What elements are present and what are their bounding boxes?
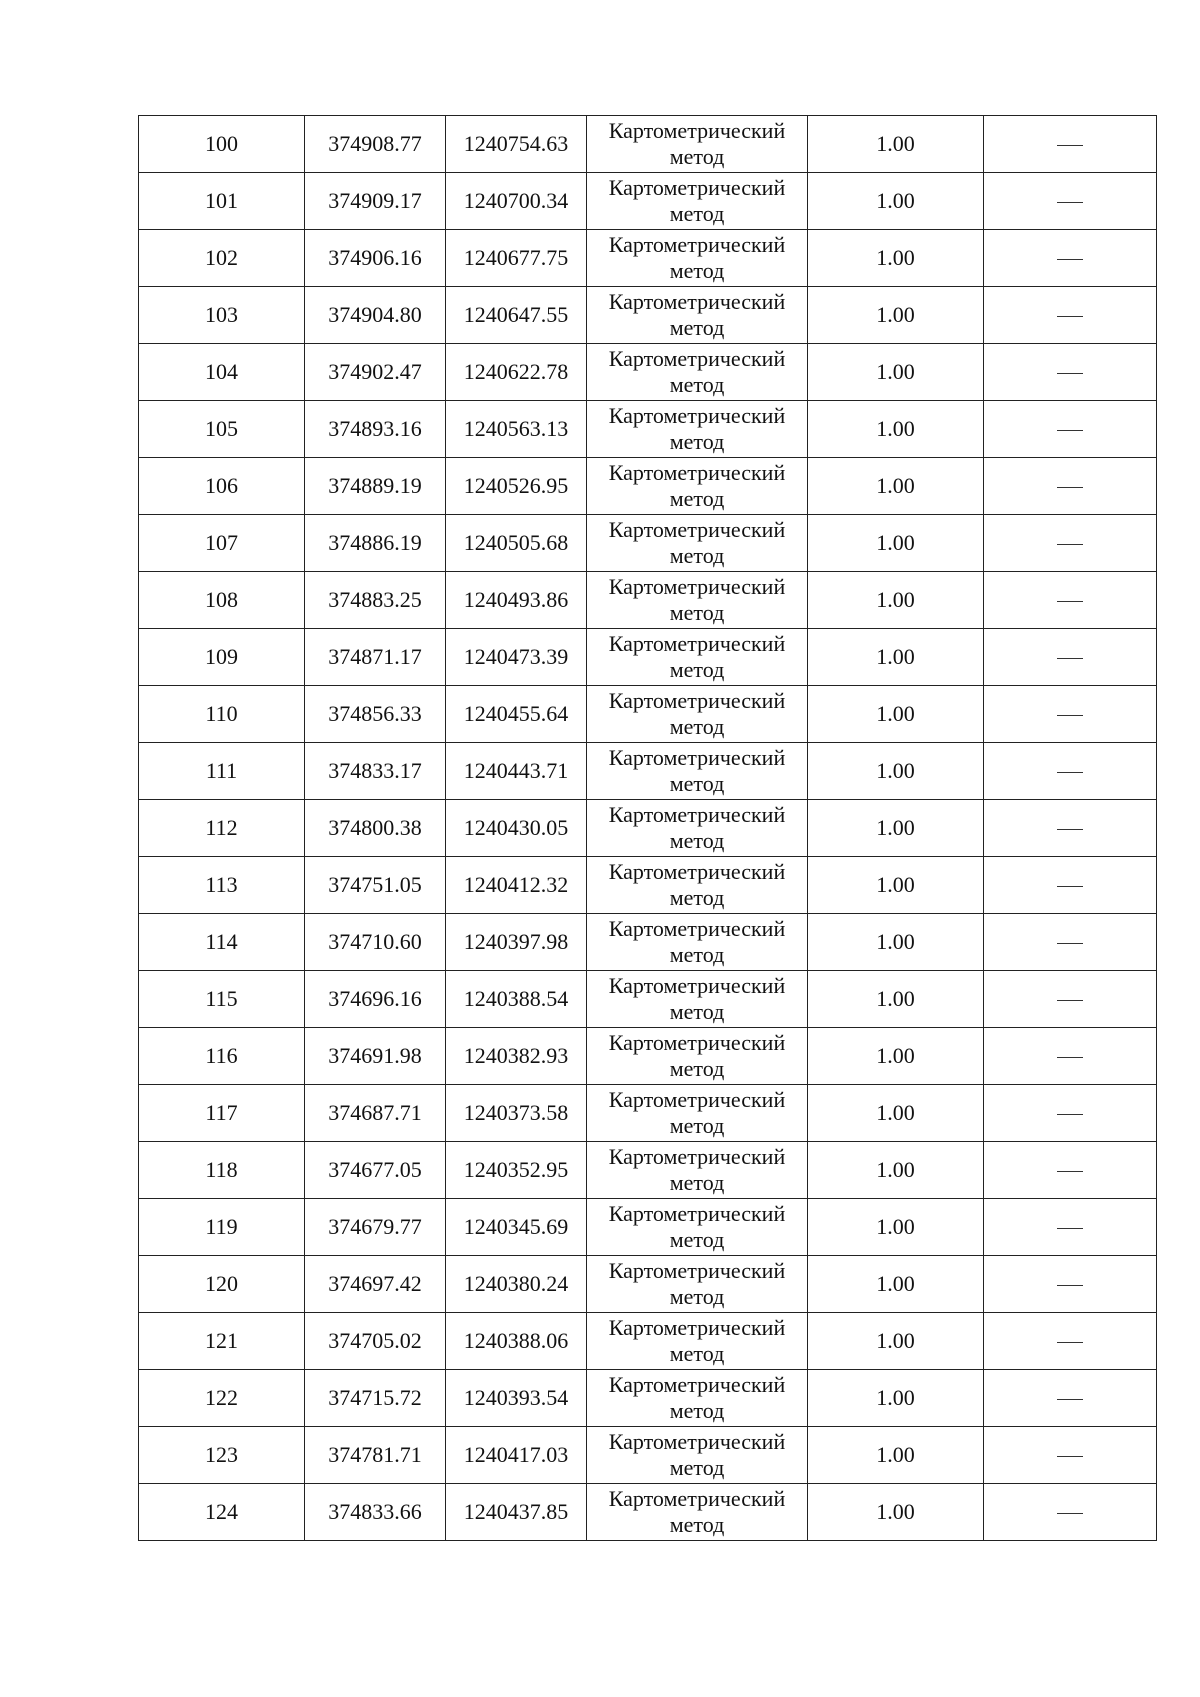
method-cell bbox=[587, 914, 808, 971]
method-cell bbox=[587, 458, 808, 515]
accuracy-cell: 1.00 bbox=[808, 515, 984, 572]
x-coordinate-cell: 374677.05 bbox=[305, 1142, 446, 1199]
y-coordinate-cell: 1240526.95 bbox=[446, 458, 587, 515]
dash-mark bbox=[1057, 1342, 1083, 1343]
accuracy-cell: 1.00 bbox=[808, 857, 984, 914]
note-cell bbox=[984, 1370, 1157, 1427]
y-coordinate-cell: 1240430.05 bbox=[446, 800, 587, 857]
accuracy-cell: 1.00 bbox=[808, 230, 984, 287]
y-coordinate-cell: 1240700.34 bbox=[446, 173, 587, 230]
method-text-line: метод bbox=[669, 885, 725, 910]
accuracy-cell: 1.00 bbox=[808, 629, 984, 686]
method-text-line: метод bbox=[669, 543, 725, 568]
note-cell bbox=[984, 1484, 1157, 1541]
point-number-cell: 102 bbox=[139, 230, 305, 287]
table-row bbox=[139, 572, 1157, 629]
method-text-line: метод bbox=[669, 942, 725, 967]
method-text-line: Картометрический bbox=[608, 631, 786, 656]
table-row bbox=[139, 743, 1157, 800]
table-row bbox=[139, 1199, 1157, 1256]
method-text-line: метод bbox=[669, 600, 725, 625]
point-number-cell: 112 bbox=[139, 800, 305, 857]
method-text-line: Картометрический bbox=[608, 916, 786, 941]
point-number-cell: 123 bbox=[139, 1427, 305, 1484]
point-number-cell: 111 bbox=[139, 743, 305, 800]
note-cell bbox=[984, 1199, 1157, 1256]
point-number-cell: 118 bbox=[139, 1142, 305, 1199]
method-cell bbox=[587, 515, 808, 572]
accuracy-cell: 1.00 bbox=[808, 1256, 984, 1313]
note-cell bbox=[984, 629, 1157, 686]
point-number-cell: 122 bbox=[139, 1370, 305, 1427]
x-coordinate-cell: 374687.71 bbox=[305, 1085, 446, 1142]
method-cell bbox=[587, 857, 808, 914]
method-text-line: метод bbox=[669, 429, 725, 454]
point-number-cell: 114 bbox=[139, 914, 305, 971]
method-cell bbox=[587, 1199, 808, 1256]
x-coordinate-cell: 374909.17 bbox=[305, 173, 446, 230]
method-text-line: метод bbox=[669, 486, 725, 511]
method-text-line: Картометрический bbox=[608, 859, 786, 884]
method-cell bbox=[587, 1142, 808, 1199]
method-text-line: Картометрический bbox=[608, 1144, 786, 1169]
x-coordinate-cell: 374833.17 bbox=[305, 743, 446, 800]
table-row bbox=[139, 515, 1157, 572]
dash-mark bbox=[1057, 1114, 1083, 1115]
dash-mark bbox=[1057, 1057, 1083, 1058]
method-text-line: метод bbox=[669, 771, 725, 796]
y-coordinate-cell: 1240647.55 bbox=[446, 287, 587, 344]
dash-mark bbox=[1057, 829, 1083, 830]
point-number-cell: 116 bbox=[139, 1028, 305, 1085]
method-text-line: метод bbox=[669, 999, 725, 1024]
x-coordinate-cell: 374705.02 bbox=[305, 1313, 446, 1370]
method-text-line: Картометрический bbox=[608, 1372, 786, 1397]
point-number-cell: 109 bbox=[139, 629, 305, 686]
method-text-line: Картометрический bbox=[608, 745, 786, 770]
table-row bbox=[139, 914, 1157, 971]
accuracy-cell: 1.00 bbox=[808, 971, 984, 1028]
accuracy-cell: 1.00 bbox=[808, 914, 984, 971]
method-text-line: Картометрический bbox=[608, 289, 786, 314]
method-cell bbox=[587, 1484, 808, 1541]
method-text-line: метод bbox=[669, 144, 725, 169]
dash-mark bbox=[1057, 145, 1083, 146]
method-text-line: Картометрический bbox=[608, 973, 786, 998]
coordinates-table-body bbox=[139, 116, 1157, 1541]
table-row bbox=[139, 686, 1157, 743]
table-row bbox=[139, 971, 1157, 1028]
method-text-line: Картометрический bbox=[608, 1258, 786, 1283]
note-cell bbox=[984, 230, 1157, 287]
method-text-line: метод bbox=[669, 1113, 725, 1138]
note-cell bbox=[984, 800, 1157, 857]
method-cell bbox=[587, 287, 808, 344]
note-cell bbox=[984, 1142, 1157, 1199]
x-coordinate-cell: 374781.71 bbox=[305, 1427, 446, 1484]
note-cell bbox=[984, 458, 1157, 515]
point-number-cell: 121 bbox=[139, 1313, 305, 1370]
dash-mark bbox=[1057, 772, 1083, 773]
method-text-line: метод bbox=[669, 657, 725, 682]
accuracy-cell: 1.00 bbox=[808, 1028, 984, 1085]
method-cell bbox=[587, 1085, 808, 1142]
method-text-line: Картометрический bbox=[608, 118, 786, 143]
dash-mark bbox=[1057, 1000, 1083, 1001]
method-text-line: Картометрический bbox=[608, 346, 786, 371]
note-cell bbox=[984, 857, 1157, 914]
dash-mark bbox=[1057, 1399, 1083, 1400]
dash-mark bbox=[1057, 373, 1083, 374]
x-coordinate-cell: 374886.19 bbox=[305, 515, 446, 572]
note-cell bbox=[984, 287, 1157, 344]
method-text-line: Картометрический bbox=[608, 403, 786, 428]
accuracy-cell: 1.00 bbox=[808, 458, 984, 515]
method-cell bbox=[587, 800, 808, 857]
method-cell bbox=[587, 743, 808, 800]
dash-mark bbox=[1057, 259, 1083, 260]
y-coordinate-cell: 1240412.32 bbox=[446, 857, 587, 914]
method-text-line: метод bbox=[669, 258, 725, 283]
accuracy-cell: 1.00 bbox=[808, 572, 984, 629]
x-coordinate-cell: 374883.25 bbox=[305, 572, 446, 629]
note-cell bbox=[984, 971, 1157, 1028]
dash-mark bbox=[1057, 1513, 1083, 1514]
y-coordinate-cell: 1240622.78 bbox=[446, 344, 587, 401]
dash-mark bbox=[1057, 430, 1083, 431]
method-cell bbox=[587, 1427, 808, 1484]
method-text-line: метод bbox=[669, 1341, 725, 1366]
y-coordinate-cell: 1240373.58 bbox=[446, 1085, 587, 1142]
method-text-line: метод bbox=[669, 1512, 725, 1537]
table-row bbox=[139, 1370, 1157, 1427]
x-coordinate-cell: 374889.19 bbox=[305, 458, 446, 515]
note-cell bbox=[984, 173, 1157, 230]
x-coordinate-cell: 374679.77 bbox=[305, 1199, 446, 1256]
note-cell bbox=[984, 1085, 1157, 1142]
method-text-line: Картометрический bbox=[608, 1201, 786, 1226]
method-text-line: Картометрический bbox=[608, 1030, 786, 1055]
table-row bbox=[139, 1256, 1157, 1313]
method-cell bbox=[587, 1256, 808, 1313]
note-cell bbox=[984, 344, 1157, 401]
note-cell bbox=[984, 1313, 1157, 1370]
accuracy-cell: 1.00 bbox=[808, 800, 984, 857]
accuracy-cell: 1.00 bbox=[808, 686, 984, 743]
method-text-line: метод bbox=[669, 828, 725, 853]
x-coordinate-cell: 374697.42 bbox=[305, 1256, 446, 1313]
note-cell bbox=[984, 572, 1157, 629]
note-cell bbox=[984, 1256, 1157, 1313]
note-cell bbox=[984, 1028, 1157, 1085]
y-coordinate-cell: 1240388.06 bbox=[446, 1313, 587, 1370]
note-cell bbox=[984, 401, 1157, 458]
x-coordinate-cell: 374691.98 bbox=[305, 1028, 446, 1085]
y-coordinate-cell: 1240388.54 bbox=[446, 971, 587, 1028]
y-coordinate-cell: 1240754.63 bbox=[446, 116, 587, 173]
table-row bbox=[139, 800, 1157, 857]
accuracy-cell: 1.00 bbox=[808, 401, 984, 458]
point-number-cell: 124 bbox=[139, 1484, 305, 1541]
x-coordinate-cell: 374800.38 bbox=[305, 800, 446, 857]
accuracy-cell: 1.00 bbox=[808, 1142, 984, 1199]
accuracy-cell: 1.00 bbox=[808, 1484, 984, 1541]
method-text-line: метод bbox=[669, 1455, 725, 1480]
y-coordinate-cell: 1240437.85 bbox=[446, 1484, 587, 1541]
method-cell bbox=[587, 1370, 808, 1427]
dash-mark bbox=[1057, 715, 1083, 716]
accuracy-cell: 1.00 bbox=[808, 173, 984, 230]
x-coordinate-cell: 374710.60 bbox=[305, 914, 446, 971]
method-text-line: Картометрический bbox=[608, 802, 786, 827]
note-cell bbox=[984, 1427, 1157, 1484]
point-number-cell: 107 bbox=[139, 515, 305, 572]
y-coordinate-cell: 1240493.86 bbox=[446, 572, 587, 629]
y-coordinate-cell: 1240382.93 bbox=[446, 1028, 587, 1085]
table-row bbox=[139, 344, 1157, 401]
point-number-cell: 105 bbox=[139, 401, 305, 458]
method-cell bbox=[587, 230, 808, 287]
y-coordinate-cell: 1240455.64 bbox=[446, 686, 587, 743]
dash-mark bbox=[1057, 316, 1083, 317]
point-number-cell: 108 bbox=[139, 572, 305, 629]
x-coordinate-cell: 374833.66 bbox=[305, 1484, 446, 1541]
point-number-cell: 106 bbox=[139, 458, 305, 515]
table-row bbox=[139, 1085, 1157, 1142]
method-text-line: Картометрический bbox=[608, 1315, 786, 1340]
dash-mark bbox=[1057, 1228, 1083, 1229]
point-number-cell: 113 bbox=[139, 857, 305, 914]
point-number-cell: 117 bbox=[139, 1085, 305, 1142]
table-row bbox=[139, 857, 1157, 914]
accuracy-cell: 1.00 bbox=[808, 1313, 984, 1370]
coordinates-table bbox=[138, 115, 1157, 1541]
y-coordinate-cell: 1240473.39 bbox=[446, 629, 587, 686]
method-text-line: метод bbox=[669, 315, 725, 340]
dash-mark bbox=[1057, 943, 1083, 944]
point-number-cell: 103 bbox=[139, 287, 305, 344]
accuracy-cell: 1.00 bbox=[808, 1199, 984, 1256]
x-coordinate-cell: 374908.77 bbox=[305, 116, 446, 173]
note-cell bbox=[984, 686, 1157, 743]
x-coordinate-cell: 374856.33 bbox=[305, 686, 446, 743]
y-coordinate-cell: 1240397.98 bbox=[446, 914, 587, 971]
x-coordinate-cell: 374871.17 bbox=[305, 629, 446, 686]
method-text-line: Картометрический bbox=[608, 175, 786, 200]
method-cell bbox=[587, 1313, 808, 1370]
method-text-line: метод bbox=[669, 1170, 725, 1195]
method-text-line: Картометрический bbox=[608, 1087, 786, 1112]
note-cell bbox=[984, 914, 1157, 971]
method-text-line: Картометрический bbox=[608, 1429, 786, 1454]
table-row bbox=[139, 629, 1157, 686]
method-text-line: Картометрический bbox=[608, 688, 786, 713]
note-cell bbox=[984, 116, 1157, 173]
accuracy-cell: 1.00 bbox=[808, 1370, 984, 1427]
method-text-line: метод bbox=[669, 1227, 725, 1252]
dash-mark bbox=[1057, 658, 1083, 659]
table-row bbox=[139, 1484, 1157, 1541]
y-coordinate-cell: 1240352.95 bbox=[446, 1142, 587, 1199]
accuracy-cell: 1.00 bbox=[808, 1427, 984, 1484]
point-number-cell: 115 bbox=[139, 971, 305, 1028]
table-row bbox=[139, 1142, 1157, 1199]
accuracy-cell: 1.00 bbox=[808, 743, 984, 800]
y-coordinate-cell: 1240443.71 bbox=[446, 743, 587, 800]
method-text-line: Картометрический bbox=[608, 1486, 786, 1511]
accuracy-cell: 1.00 bbox=[808, 1085, 984, 1142]
table-row bbox=[139, 401, 1157, 458]
method-cell bbox=[587, 629, 808, 686]
x-coordinate-cell: 374696.16 bbox=[305, 971, 446, 1028]
point-number-cell: 104 bbox=[139, 344, 305, 401]
dash-mark bbox=[1057, 544, 1083, 545]
table-row bbox=[139, 458, 1157, 515]
x-coordinate-cell: 374715.72 bbox=[305, 1370, 446, 1427]
method-cell bbox=[587, 971, 808, 1028]
note-cell bbox=[984, 743, 1157, 800]
method-text-line: метод bbox=[669, 1284, 725, 1309]
method-text-line: Картометрический bbox=[608, 517, 786, 542]
dash-mark bbox=[1057, 487, 1083, 488]
method-text-line: Картометрический bbox=[608, 460, 786, 485]
accuracy-cell: 1.00 bbox=[808, 344, 984, 401]
y-coordinate-cell: 1240393.54 bbox=[446, 1370, 587, 1427]
method-text-line: Картометрический bbox=[608, 574, 786, 599]
method-text-line: метод bbox=[669, 1056, 725, 1081]
table-row bbox=[139, 287, 1157, 344]
dash-mark bbox=[1057, 1171, 1083, 1172]
dash-mark bbox=[1057, 202, 1083, 203]
table-row bbox=[139, 230, 1157, 287]
dash-mark bbox=[1057, 601, 1083, 602]
point-number-cell: 119 bbox=[139, 1199, 305, 1256]
y-coordinate-cell: 1240417.03 bbox=[446, 1427, 587, 1484]
table-row bbox=[139, 1427, 1157, 1484]
note-cell bbox=[984, 515, 1157, 572]
point-number-cell: 110 bbox=[139, 686, 305, 743]
table-row bbox=[139, 1028, 1157, 1085]
table-row bbox=[139, 116, 1157, 173]
dash-mark bbox=[1057, 886, 1083, 887]
x-coordinate-cell: 374893.16 bbox=[305, 401, 446, 458]
point-number-cell: 100 bbox=[139, 116, 305, 173]
point-number-cell: 120 bbox=[139, 1256, 305, 1313]
dash-mark bbox=[1057, 1285, 1083, 1286]
y-coordinate-cell: 1240563.13 bbox=[446, 401, 587, 458]
method-text-line: метод bbox=[669, 1398, 725, 1423]
x-coordinate-cell: 374751.05 bbox=[305, 857, 446, 914]
x-coordinate-cell: 374904.80 bbox=[305, 287, 446, 344]
method-text-line: метод bbox=[669, 714, 725, 739]
method-text-line: метод bbox=[669, 372, 725, 397]
method-text-line: метод bbox=[669, 201, 725, 226]
method-cell bbox=[587, 173, 808, 230]
method-cell bbox=[587, 116, 808, 173]
dash-mark bbox=[1057, 1456, 1083, 1457]
method-cell bbox=[587, 572, 808, 629]
method-cell bbox=[587, 686, 808, 743]
x-coordinate-cell: 374902.47 bbox=[305, 344, 446, 401]
table-row bbox=[139, 173, 1157, 230]
method-cell bbox=[587, 401, 808, 458]
method-cell bbox=[587, 344, 808, 401]
y-coordinate-cell: 1240380.24 bbox=[446, 1256, 587, 1313]
y-coordinate-cell: 1240505.68 bbox=[446, 515, 587, 572]
method-text-line: Картометрический bbox=[608, 232, 786, 257]
y-coordinate-cell: 1240677.75 bbox=[446, 230, 587, 287]
method-cell bbox=[587, 1028, 808, 1085]
accuracy-cell: 1.00 bbox=[808, 116, 984, 173]
point-number-cell: 101 bbox=[139, 173, 305, 230]
table-row bbox=[139, 1313, 1157, 1370]
y-coordinate-cell: 1240345.69 bbox=[446, 1199, 587, 1256]
accuracy-cell: 1.00 bbox=[808, 287, 984, 344]
x-coordinate-cell: 374906.16 bbox=[305, 230, 446, 287]
